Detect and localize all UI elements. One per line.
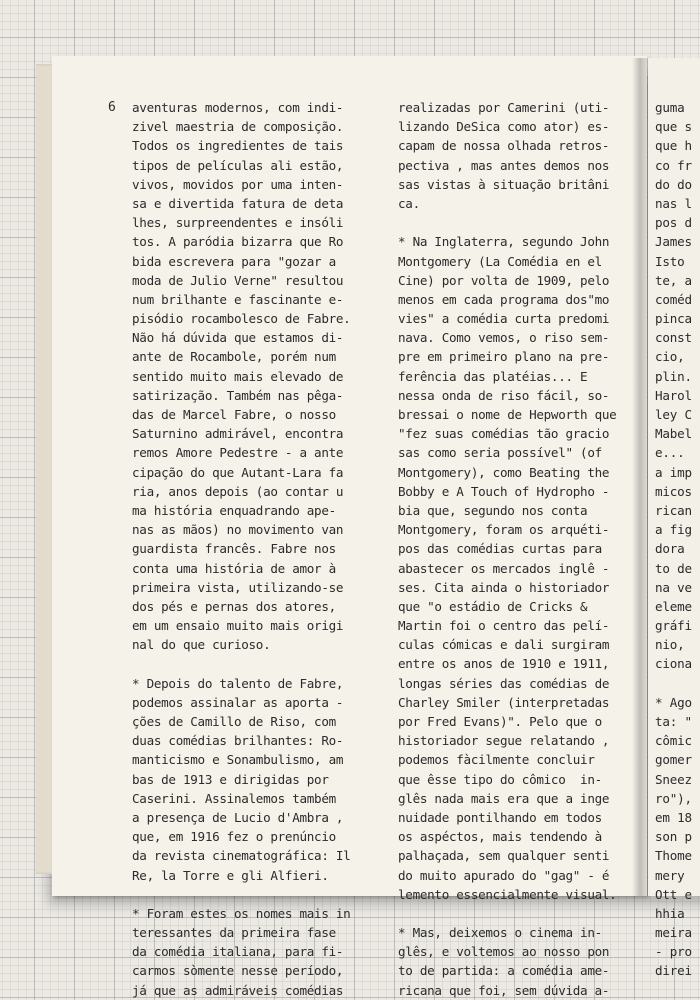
text-line: [398, 213, 616, 232]
text-line: que êsse tipo do cômico in-: [398, 771, 602, 787]
text-line: nuidade pontilhando em todos: [398, 809, 602, 825]
text-line: da revista cinematográfica: Il: [132, 848, 351, 864]
text-line: nas l: [655, 195, 692, 211]
text-line: primeira vista, utilizando-se: [132, 579, 344, 595]
text-line: coméd: [655, 291, 692, 307]
text-line: te, a: [655, 272, 692, 288]
text-line: ções de Camillo de Riso, com: [132, 714, 336, 729]
text-line: nava. Como vemos, o riso sem-: [398, 330, 610, 346]
text-line: cipação do que Autant-Lara fa: [132, 464, 344, 480]
text-line: por Fred Evans)". Pelo que o: [398, 714, 602, 729]
text-line: ley C: [655, 407, 692, 422]
text-line: Ott e: [655, 886, 692, 902]
text-line: a presença de Lucio d'Ambra ,: [132, 809, 344, 825]
text-line: manticismo e Sonambulismo, am: [132, 752, 344, 768]
text-line: a fig: [655, 522, 692, 538]
text-line: cio,: [655, 349, 685, 365]
text-line: ta: ": [655, 714, 692, 729]
text-line: ses. Cita ainda o historiador: [398, 579, 610, 595]
text-line: nio,: [655, 637, 685, 653]
text-line: num brilhante e fascinante e-: [132, 291, 344, 307]
text-line: ca.: [398, 195, 420, 211]
text-line: Sneez: [655, 771, 692, 787]
text-line: ricana que foi, sem dúvida a-: [398, 982, 610, 998]
text-line: meira: [655, 925, 692, 941]
text-line: em um ensaio muito mais origi: [132, 618, 344, 634]
text-line: bressai o nome de Hepworth que: [398, 407, 617, 422]
text-line: sentido muito mais elevado de: [132, 368, 344, 384]
text-line: micos: [655, 483, 692, 499]
text-line: longas séries das comédias de: [398, 675, 610, 691]
text-line: Montgomery (La Comédia en el: [398, 253, 602, 269]
text-line: tos. A paródia bizarra que Ro: [132, 234, 344, 250]
text-line: dora: [655, 541, 685, 557]
text-line: pre em primeiro plano na pre-: [398, 349, 610, 365]
text-line: remos Amore Pedestre - a ante: [132, 445, 344, 461]
text-line: aventuras modernos, com indi-: [132, 100, 344, 115]
text-line: tipos de películas ali estão,: [132, 157, 344, 173]
text-line: que "o estádio de Cricks &: [398, 598, 588, 614]
text-line: pectiva , mas antes demos nos: [398, 157, 610, 173]
text-line: capam de nossa olhada retros-: [398, 138, 610, 154]
text-line: ferência das platéias... E: [398, 368, 588, 384]
text-line: * Ago: [655, 694, 692, 710]
text-line: a imp: [655, 464, 692, 480]
text-line: son p: [655, 829, 692, 845]
text-line: * Na Inglaterra, segundo John: [398, 234, 610, 250]
text-line: guardista francês. Fabre nos: [132, 541, 336, 557]
text-line: satirização. Também nas pêga-: [132, 387, 344, 403]
text-line: vies" a comédia curta predomi: [398, 311, 610, 327]
text-line: dos pés e pernas dos atores,: [132, 598, 336, 614]
text-line: Mabel: [655, 426, 692, 442]
text-line: lhes, surpreendentes e insóli: [132, 215, 344, 231]
text-line: Thome: [655, 848, 692, 864]
text-line: carmos sòmente nesse período,: [132, 963, 344, 979]
text-line: * Foram estes os nomes mais in: [132, 905, 351, 921]
text-line: duas comédias brilhantes: Ro-: [132, 733, 344, 749]
text-line: zivel maestria de composição.: [132, 119, 344, 135]
text-line: [398, 904, 616, 923]
text-line: James: [655, 234, 692, 250]
text-line: culas cómicas e dali surgiram: [398, 637, 610, 653]
text-line: do muito apurado do "gag" - é: [398, 867, 610, 883]
text-line: Cine) por volta de 1909, pelo: [398, 272, 610, 288]
text-line: historiador segue relatando ,: [398, 733, 610, 749]
text-line: Re, la Torre e gli Alfieri.: [132, 867, 329, 883]
text-line: pos das comédias curtas para: [398, 541, 602, 557]
text-line: bia que, segundo nos conta: [398, 502, 588, 518]
text-line: moda de Julio Verne" resultou: [132, 272, 344, 288]
text-line: Não há dúvida que estamos di-: [132, 330, 344, 346]
text-line: das de Marcel Fabre, o nosso: [132, 407, 336, 422]
text-line: abastecer os mercados inglê -: [398, 560, 610, 576]
text-line: hhia: [655, 905, 685, 921]
text-line: Martin foi o centro das pelí-: [398, 618, 610, 634]
text-line: bida escrevera para "gozar a: [132, 253, 336, 269]
text-line: gráfi: [655, 618, 692, 634]
text-line: "fez suas comédias tão gracio: [398, 426, 610, 442]
text-line: * Depois do talento de Fabre,: [132, 675, 344, 691]
text-line: Montgomery, foram os arquéti-: [398, 522, 610, 538]
text-line: podemos fàcilmente concluir: [398, 752, 595, 768]
text-line: lemento essencialmente visual.: [398, 886, 617, 902]
text-line: conta uma história de amor à: [132, 560, 336, 576]
text-line: já que as admiráveis comédias: [132, 982, 344, 998]
text-line: sa e divertida fatura de deta: [132, 195, 344, 211]
text-line: que h: [655, 138, 692, 154]
text-line: Montgomery), como Beating the: [398, 464, 610, 480]
text-line: const: [655, 330, 692, 346]
text-line: Charley Smiler (interpretadas: [398, 694, 610, 710]
text-line: da comédia italiana, para fi-: [132, 944, 344, 960]
text-line: guma: [655, 100, 685, 115]
text-line: pisódio rocambolesco de Fabre.: [132, 311, 351, 327]
text-line: co fr: [655, 157, 692, 173]
text-line: do do: [655, 176, 692, 192]
text-line: sas como seria possível" (of: [398, 445, 602, 461]
text-line: to de: [655, 560, 692, 576]
text-line: realizadas por Camerini (uti-: [398, 100, 610, 115]
text-line: e...: [655, 445, 685, 461]
text-line: * Mas, deixemos o cinema in-: [398, 925, 602, 941]
column-right: [655, 98, 692, 981]
text-line: nal do que curioso.: [132, 637, 271, 653]
text-line: eleme: [655, 598, 692, 614]
text-line: na ve: [655, 579, 692, 595]
text-line: - pro: [655, 944, 692, 960]
text-line: menos em cada programa dos"mo: [398, 291, 610, 307]
text-line: to de partida: a comédia ame-: [398, 963, 610, 979]
page-number: 6: [108, 100, 116, 115]
text-line: rican: [655, 502, 692, 518]
text-line: os aspéctos, mais tendendo à: [398, 829, 602, 845]
text-line: lizando DeSica como ator) es-: [398, 119, 610, 135]
text-line: [132, 885, 350, 904]
text-line: palhaçada, sem qualquer senti: [398, 848, 610, 864]
text-line: pos d: [655, 215, 692, 231]
text-line: ma história enquadrando ape-: [132, 502, 336, 518]
column-left: [132, 98, 350, 1000]
text-line: entre os anos de 1910 e 1911,: [398, 656, 610, 672]
text-line: nas as mãos) no movimento van: [132, 522, 344, 538]
text-line: podemos assinalar as aporta -: [132, 694, 344, 710]
text-line: [655, 674, 692, 693]
text-line: em 18: [655, 809, 692, 825]
text-line: cômic: [655, 733, 692, 749]
text-line: bas de 1913 e dirigidas por: [132, 771, 329, 787]
text-line: ro"),: [655, 790, 692, 806]
text-line: glês nada mais era que a inge: [398, 790, 610, 806]
text-line: direi: [655, 963, 692, 979]
text-line: [132, 654, 350, 673]
text-line: sas vistas à situação britâni: [398, 176, 610, 192]
text-line: Saturnino admirável, encontra: [132, 426, 344, 442]
text-line: ria, anos depois (ao contar u: [132, 483, 344, 499]
text-line: vivos, movidos por uma inten-: [132, 176, 344, 192]
text-line: Bobby e A Touch of Hydropho -: [398, 483, 610, 499]
text-line: que, em 1916 fez o prenúncio: [132, 829, 336, 845]
text-line: mery: [655, 867, 685, 883]
text-line: nessa onda de riso fácil, so-: [398, 387, 610, 403]
text-line: ante de Rocambole, porém num: [132, 349, 336, 365]
text-line: teressantes da primeira fase: [132, 925, 336, 941]
book-gutter: [632, 58, 648, 896]
text-line: Caserini. Assinalemos também: [132, 790, 336, 806]
text-line: Harol: [655, 387, 692, 403]
column-middle: [398, 98, 616, 1000]
text-line: ciona: [655, 656, 692, 672]
text-line: glês, e voltemos ao nosso pon: [398, 944, 610, 960]
text-line: gomer: [655, 752, 692, 768]
text-line: Isto: [655, 253, 685, 269]
text-line: Todos os ingredientes de tais: [132, 138, 344, 154]
text-line: pinca: [655, 311, 692, 327]
text-line: que s: [655, 119, 692, 135]
text-line: plin.: [655, 368, 692, 384]
